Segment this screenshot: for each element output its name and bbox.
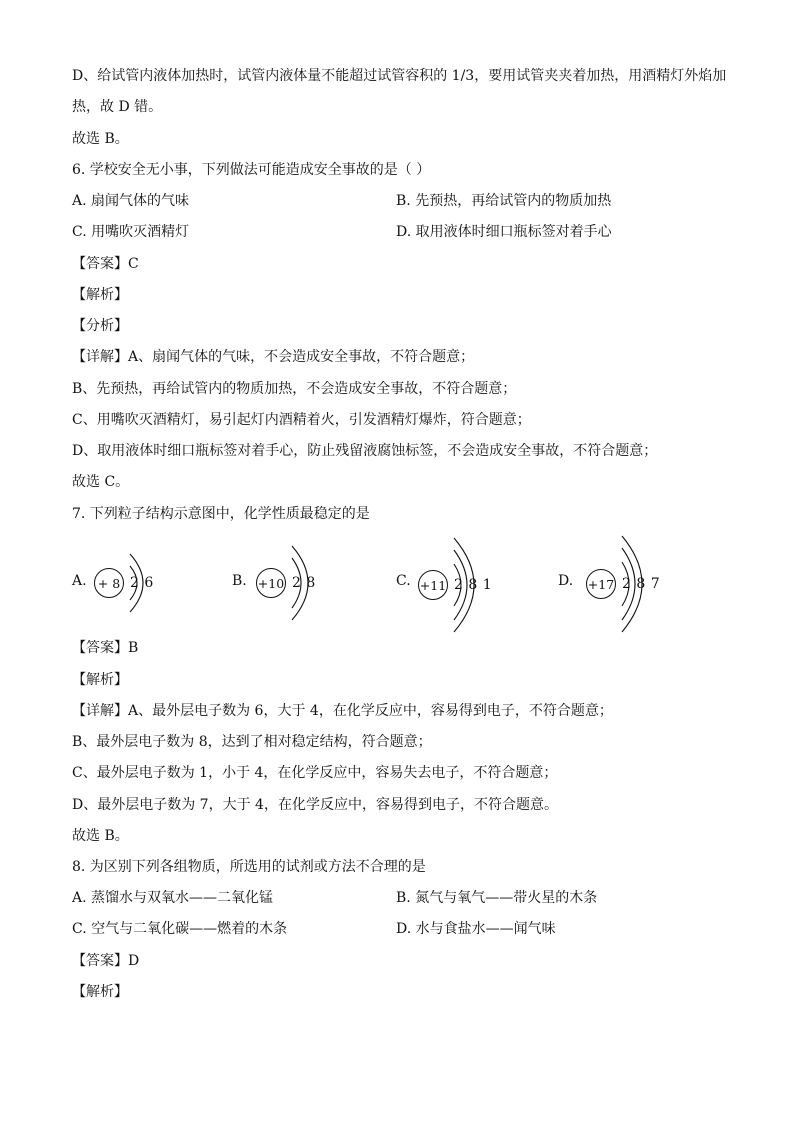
- q8-stem: 8. 为区别下列各组物质，所选用的试剂或方法不合理的是: [72, 859, 426, 875]
- q8-option-d: D. 水与食盐水——闻气味: [396, 921, 556, 937]
- q6-detail-a: 【详解】A、扇闻气体的气味，不会造成安全事故，不符合题意；: [72, 349, 475, 365]
- q7-atom-a-shell-arcs: [72, 538, 242, 628]
- q7-atom-b-label: B.: [232, 573, 247, 589]
- q7-answer: 【答案】B: [72, 640, 139, 656]
- q7-atom-d-nucleus: +17: [586, 569, 616, 599]
- q7-atom-b-shells: 2 8: [292, 575, 316, 591]
- q7-atom-a-shells: 2 6: [130, 575, 154, 591]
- q7-atom-b-nucleus: +10: [256, 568, 286, 598]
- q8-option-c: C. 空气与二氧化碳——燃着的木条: [72, 921, 288, 937]
- q6-conclusion: 故选 C。: [72, 474, 130, 490]
- q7-atom-d-label: D.: [558, 573, 574, 589]
- q8-option-b: B. 氮气与氧气——带火星的木条: [396, 890, 598, 906]
- q6-option-c: C. 用嘴吹灭酒精灯: [72, 224, 190, 240]
- q8-answer: 【答案】D: [72, 953, 140, 969]
- q7-analysis-heading: 【解析】: [72, 672, 128, 688]
- q6-answer: 【答案】C: [72, 256, 139, 272]
- q7-atom-diagram-d: [558, 538, 728, 628]
- q7-detail-a: 【详解】A、最外层电子数为 6，大于 4，在化学反应中，容易得到电子，不符合题意；: [72, 703, 613, 719]
- q7-atom-c-nucleus: +11: [418, 570, 448, 600]
- q7-detail-c: C、最外层电子数为 1，小于 4，在化学反应中，容易失去电子，不符合题意；: [72, 765, 558, 781]
- q7-detail-b: B、最外层电子数为 8，达到了相对稳定结构，符合题意；: [72, 734, 432, 750]
- q8-analysis-heading: 【解析】: [72, 984, 128, 1000]
- q7-stem: 7. 下列粒子结构示意图中，化学性质最稳定的是: [72, 506, 370, 522]
- q6-detail-c: C、用嘴吹灭酒精灯，易引起灯内酒精着火，引发酒精灯爆炸，符合题意；: [72, 412, 531, 428]
- q7-detail-d: D、最外层电子数为 7，大于 4，在化学反应中，容易得到电子，不符合题意。: [72, 797, 558, 813]
- q6-option-b: B. 先预热，再给试管内的物质加热: [396, 193, 612, 209]
- q5-option-d-explanation-line1: D、给试管内液体加热时，试管内液体量不能超过试管容积的 1/3，要用试管夹夹着加热，用酒精灯外焰加: [72, 68, 727, 84]
- q7-atom-diagram-c: [396, 538, 566, 628]
- q7-atom-c-label: C.: [396, 573, 411, 589]
- q6-fenxi-heading: 【分析】: [72, 318, 128, 334]
- q7-atom-a-nucleus: + 8: [94, 568, 124, 598]
- q7-conclusion: 故选 B。: [72, 828, 129, 844]
- q7-atom-c-shells: 2 8 1: [454, 577, 492, 593]
- q7-atom-b-shell-arcs: [232, 538, 402, 628]
- q7-atom-diagram-b: [232, 538, 402, 628]
- q8-option-a: A. 蒸馏水与双氧水——二氧化锰: [72, 890, 274, 906]
- q5-conclusion: 故选 B。: [72, 131, 129, 147]
- q5-option-d-explanation-line2: 热，故 D 错。: [72, 99, 163, 115]
- q6-detail-d: D、取用液体时细口瓶标签对着手心，防止残留液腐蚀标签，不会造成安全事故，不符合题意；: [72, 443, 658, 459]
- q6-analysis-heading: 【解析】: [72, 287, 128, 303]
- q6-detail-b: B、先预热，再给试管内的物质加热，不会造成安全事故，不符合题意；: [72, 381, 517, 397]
- q7-atom-diagram-a: [72, 538, 242, 628]
- q6-stem: 6. 学校安全无小事，下列做法可能造成安全事故的是（ ）: [72, 162, 431, 178]
- q7-atom-a-label: A.: [72, 573, 87, 589]
- q6-option-d: D. 取用液体时细口瓶标签对着手心: [396, 224, 612, 240]
- q7-atom-d-shells: 2 8 7: [622, 576, 660, 592]
- q6-option-a: A. 扇闻气体的气味: [72, 193, 190, 209]
